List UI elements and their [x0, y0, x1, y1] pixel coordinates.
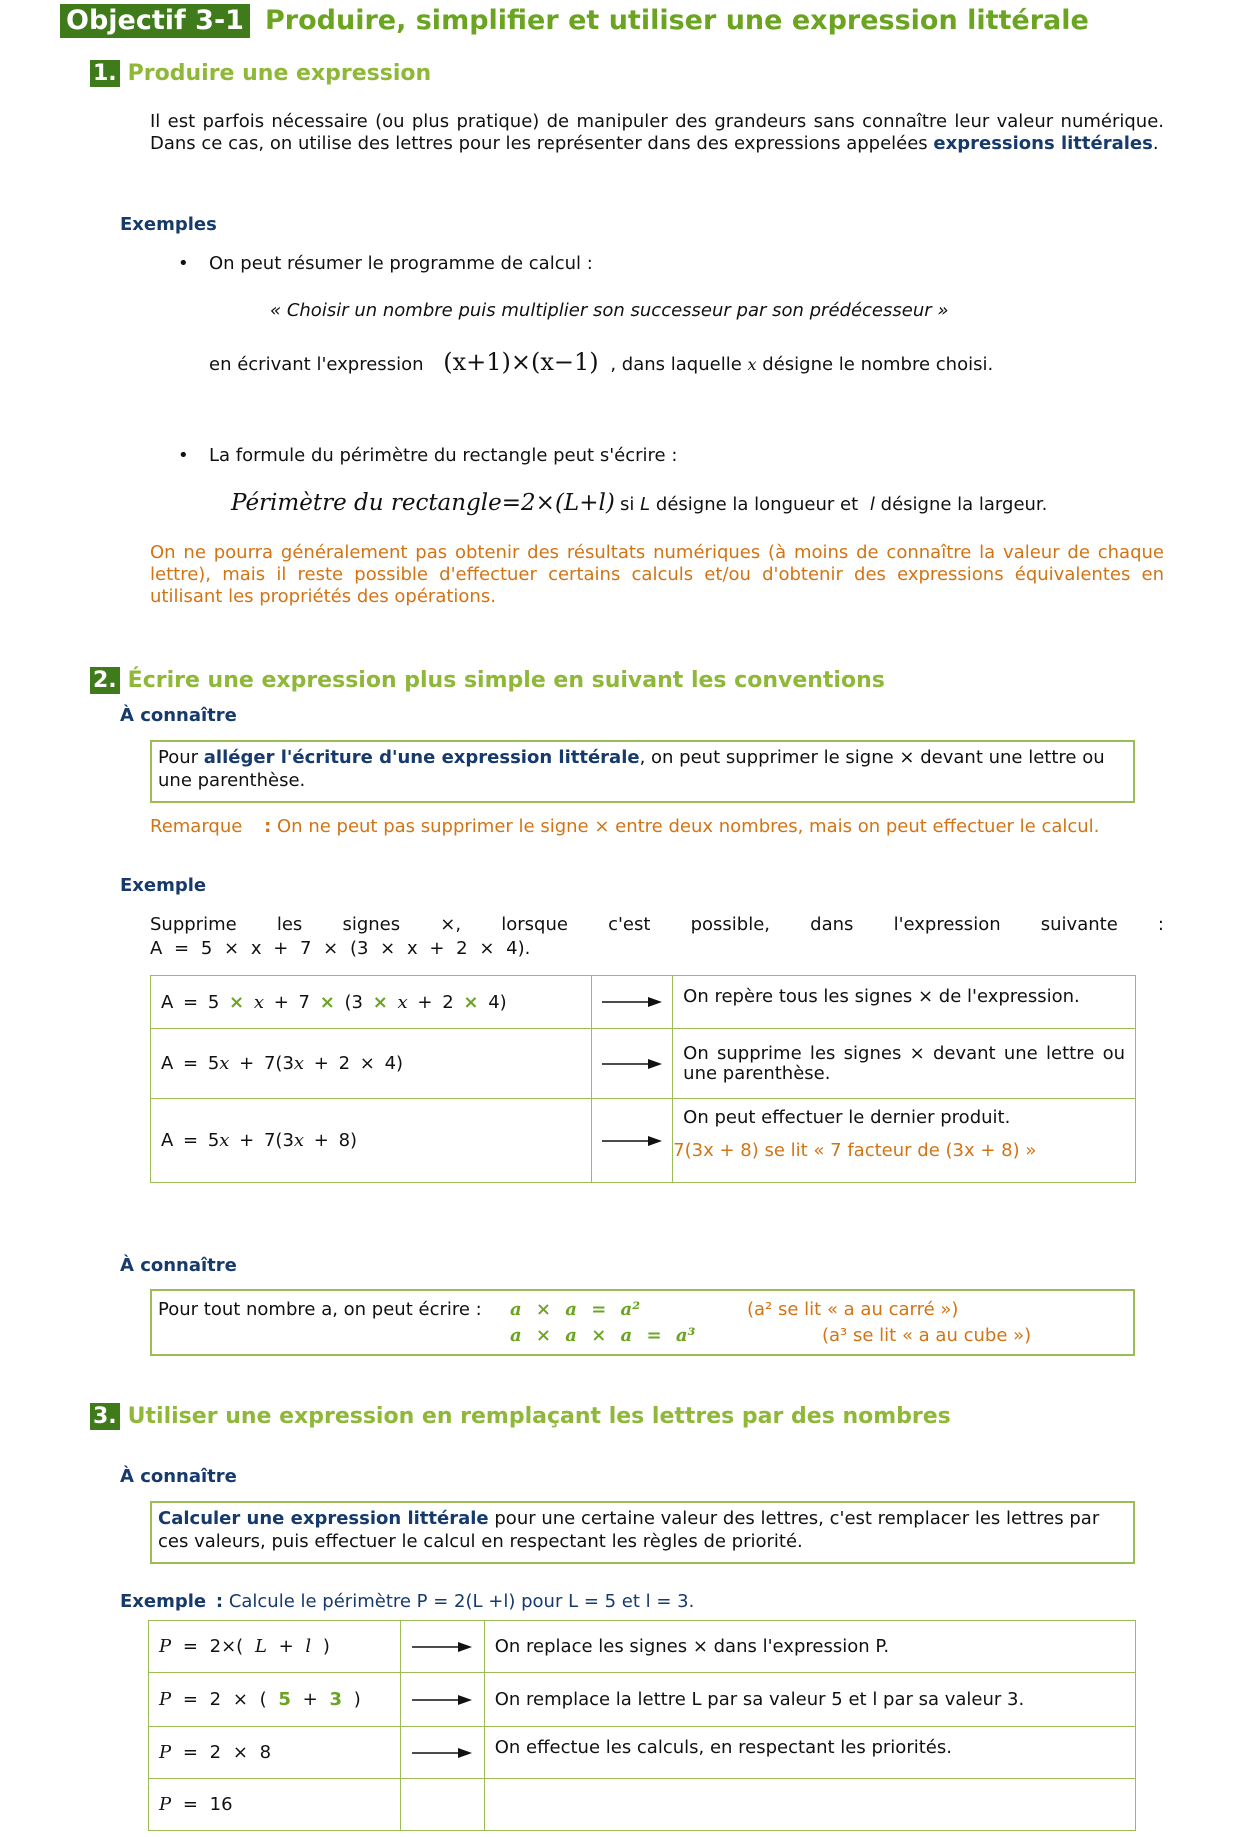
right-arrow-icon	[602, 1057, 662, 1071]
right-arrow-icon	[602, 995, 662, 1009]
bullet-2-dot: •	[178, 445, 189, 466]
expression-variable: x	[747, 355, 757, 374]
table-row	[151, 1099, 1136, 1183]
power-intro: Pour tout nombre a, on peut écrire :	[158, 1299, 482, 1320]
section-2-title: Écrire une expression plus simple en suivant les conventions	[127, 668, 885, 693]
example-3-colon: :	[215, 1591, 224, 1612]
table-row	[149, 1621, 1136, 1673]
bullet-1-dot: •	[178, 253, 189, 274]
table-cell-arrow	[400, 1727, 484, 1779]
table-cell-right: On repère tous les signes × de l'expression.	[673, 976, 1136, 1029]
table-cell-left: P = 2 × 8	[149, 1727, 401, 1779]
section-1-heading	[90, 60, 431, 87]
know-heading-2: À connaître	[120, 1255, 237, 1276]
know-heading-1: À connaître	[120, 705, 237, 726]
table-cell-left: P = 16	[149, 1779, 401, 1831]
section-3-heading	[90, 1403, 951, 1430]
know-heading-3: À connaître	[120, 1466, 237, 1487]
table-row	[151, 1029, 1136, 1099]
rule-3-end: pour une certaine valeur des lettres, c'est remplacer les lettres par ces valeurs, puis effectuer le calcul en respectant les règles de priorité.	[158, 1508, 1100, 1552]
formula-l: l	[869, 494, 875, 515]
table-cell-right	[484, 1779, 1135, 1831]
program-quote: « Choisir un nombre puis multiplier son successeur par son prédécesseur »	[270, 300, 949, 321]
exercise-line-2: A = 5 × x + 7 × (3 × x + 2 × 4).	[150, 938, 531, 959]
table-cell-arrow	[592, 1099, 673, 1183]
table-cell-right: On effectue les calculs, en respectant les priorités.	[484, 1727, 1135, 1779]
remark-label: Remarque	[150, 816, 243, 837]
formula-mid: désigne la longueur et	[655, 494, 859, 515]
bullet-1-text: On peut résumer le programme de calcul :	[209, 253, 593, 274]
section-1-title: Produire une expression	[127, 61, 432, 86]
substitution-table	[148, 1620, 1136, 1831]
example-3-text: Calcule le périmètre P = 2(L +l) pour L = 5 et l = 3.	[228, 1591, 695, 1612]
intro-end: .	[1152, 133, 1159, 154]
table-cell-right	[673, 1099, 1136, 1183]
exercise-line-1: Supprime les signes ×, lorsque c'est possible, dans l'expression suivante :	[150, 914, 1164, 935]
right-arrow-icon	[412, 1640, 472, 1654]
expression-intro: en écrivant l'expression	[209, 354, 424, 375]
power-cube: a × a × a = a³	[510, 1325, 696, 1346]
table-row	[149, 1727, 1136, 1779]
remark-text: On ne peut pas supprimer le signe × entre deux nombres, mais on peut effectuer le calcul.	[277, 816, 1100, 837]
power-box	[150, 1289, 1135, 1356]
rule-end: , on peut supprimer le signe × devant une lettre ou une parenthèse.	[158, 747, 1105, 791]
right-arrow-icon	[412, 1693, 472, 1707]
rule-box-3	[150, 1501, 1135, 1564]
rule-box-1	[150, 740, 1135, 803]
rule-3-bold: Calculer une expression littérale	[158, 1508, 489, 1529]
section-3-number: 3.	[90, 1403, 120, 1430]
table-cell-left: A = 5 × x + 7 × (3 × x + 2 × 4)	[151, 976, 592, 1029]
table-cell-arrow	[592, 1029, 673, 1099]
power-cube-read: (a³ se lit « a au cube »)	[822, 1325, 1032, 1346]
table-row	[151, 976, 1136, 1029]
table-cell-arrow	[400, 1621, 484, 1673]
table-cell-left: A = 5x + 7(3x + 2 × 4)	[151, 1029, 592, 1099]
table-cell-right: On supprime les signes × devant une lettre ou une parenthèse.	[673, 1029, 1136, 1099]
section-1-intro	[150, 111, 1164, 155]
examples-heading: Exemples	[120, 214, 217, 235]
last-product-note: 7(3x + 8) se lit « 7 facteur de (3x + 8) »	[673, 1140, 1037, 1161]
table-row	[149, 1779, 1136, 1831]
formula-si: si	[620, 494, 635, 515]
table-cell-arrow	[592, 976, 673, 1029]
power-square: a × a = a²	[510, 1299, 641, 1320]
rule-bold: alléger l'écriture d'une expression littérale	[203, 747, 640, 768]
intro-bold-term: expressions littérales	[933, 133, 1153, 154]
expression-end: désigne le nombre choisi.	[762, 354, 994, 375]
rule-start: Pour	[158, 747, 199, 768]
section-1-note: On ne pourra généralement pas obtenir des résultats numériques (à moins de connaître la valeur de chaque lettre), mais il reste possible d'effectuer certains calculs et/ou d'obtenir des expressions équivalentes en utilisant les propriétés des opérations.	[150, 542, 1164, 607]
table-row	[149, 1673, 1136, 1727]
table-cell-left: P = 2 × ( 5 + 3 )	[149, 1673, 401, 1727]
table-cell-left: P = 2×( L + l )	[149, 1621, 401, 1673]
power-square-read: (a² se lit « a au carré »)	[747, 1299, 959, 1320]
simplification-table	[150, 975, 1136, 1183]
last-product-text: On peut effectuer le dernier produit.	[683, 1107, 1011, 1128]
example-heading-2: Exemple	[120, 875, 207, 896]
right-arrow-icon	[602, 1134, 662, 1148]
remark	[150, 816, 1099, 837]
table-cell-right: On remplace la lettre L par sa valeur 5 et l par sa valeur 3.	[484, 1673, 1135, 1727]
section-2-heading	[90, 667, 885, 694]
formula-explanation	[620, 494, 1047, 515]
section-3-title: Utiliser une expression en remplaçant les lettres par des nombres	[127, 1404, 951, 1429]
expression-line	[209, 348, 993, 376]
formula-L: L	[640, 494, 651, 515]
example-3-label: Exemple	[120, 1591, 207, 1612]
table-cell-arrow	[400, 1779, 484, 1831]
page-title: Produire, simplifier et utiliser une expression littérale	[265, 5, 1089, 36]
objective-label: Objectif 3-1	[60, 4, 250, 38]
expression-after: , dans laquelle	[610, 354, 742, 375]
table-cell-left: A = 5x + 7(3x + 8)	[151, 1099, 592, 1183]
section-2-number: 2.	[90, 667, 120, 694]
right-arrow-icon	[412, 1746, 472, 1760]
expression-math: (x+1)×(x−1)	[443, 348, 599, 376]
formula-end: désigne la largeur.	[880, 494, 1048, 515]
perimeter-formula: Périmètre du rectangle=2×(L+l)	[231, 490, 615, 516]
intro-text: Il est parfois nécessaire (ou plus pratique) de manipuler des grandeurs sans connaître leur valeur numérique. Dans ce cas, on utilise des lettres pour les représenter dans des expressions appelées	[150, 111, 1164, 154]
bullet-2-text: La formule du périmètre du rectangle peut s'écrire :	[209, 445, 678, 466]
table-cell-right: On replace les signes × dans l'expression P.	[484, 1621, 1135, 1673]
example-3	[120, 1591, 694, 1612]
section-1-number: 1.	[90, 60, 120, 87]
remark-colon: :	[264, 816, 272, 837]
table-cell-arrow	[400, 1673, 484, 1727]
